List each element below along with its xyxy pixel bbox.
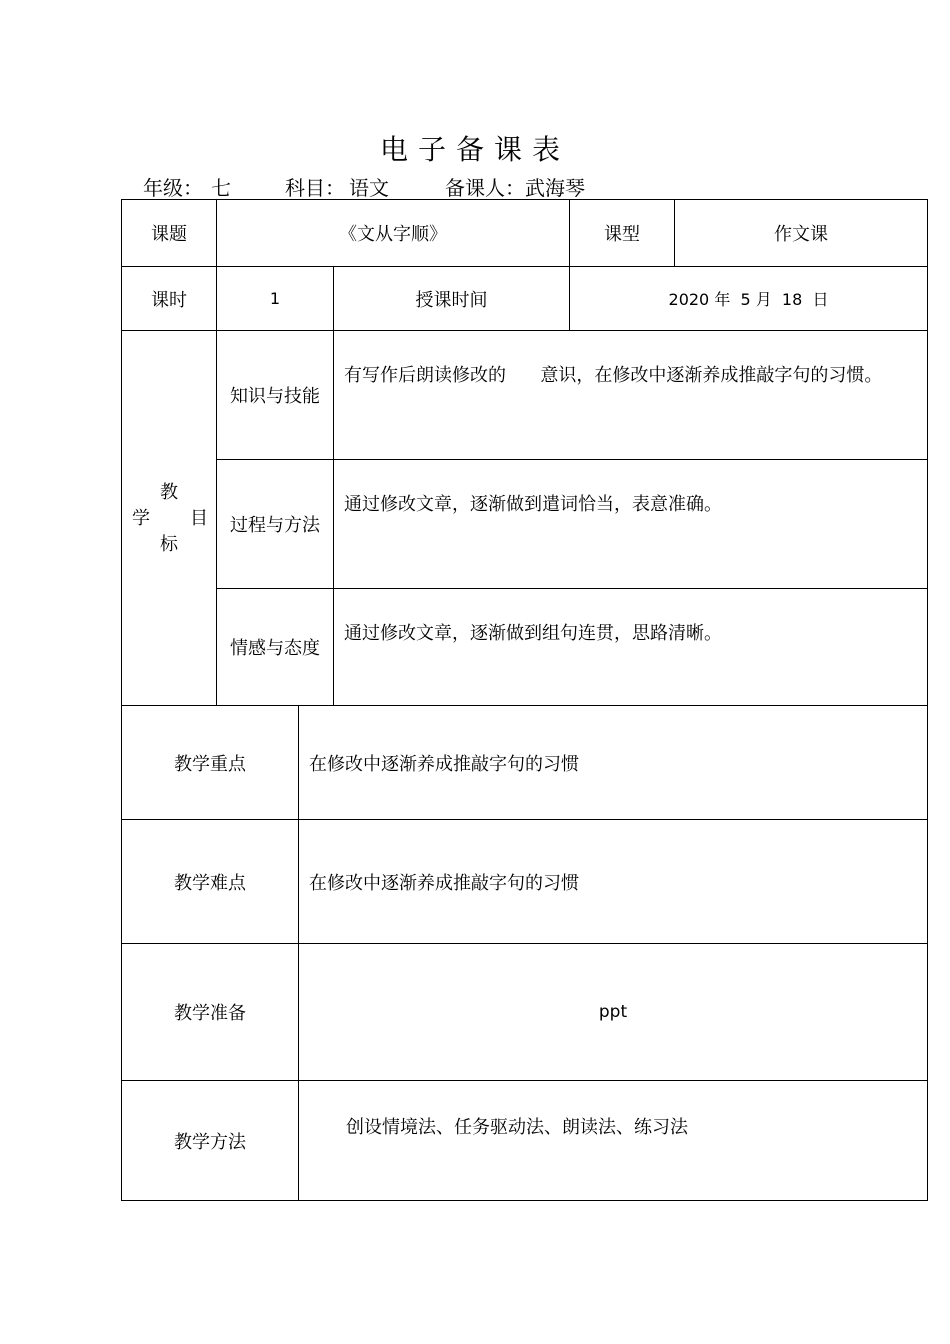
type-value: 作文课 bbox=[674, 199, 928, 267]
methods-label: 教学方法 bbox=[121, 1080, 299, 1201]
subject-label: 科目： bbox=[285, 176, 345, 200]
process-label: 过程与方法 bbox=[216, 459, 334, 589]
teacher-label: 备课人： bbox=[445, 176, 525, 200]
grade-value: 七 bbox=[211, 176, 231, 200]
objectives-char-3: 目 bbox=[190, 508, 208, 529]
topic-value: 《文从字顺》 bbox=[216, 199, 570, 267]
emotion-label: 情感与态度 bbox=[216, 588, 334, 706]
knowledge-label: 知识与技能 bbox=[216, 330, 334, 460]
objectives-char-1: 教 bbox=[160, 482, 178, 503]
process-text: 通过修改文章，逐渐做到遣词恰当，表意准确。 bbox=[333, 459, 928, 589]
grade-label: 年级： bbox=[143, 176, 203, 200]
objectives-label bbox=[121, 330, 217, 706]
type-label: 课型 bbox=[569, 199, 675, 267]
methods-value: 创设情境法、任务驱动法、朗读法、练习法 bbox=[298, 1080, 928, 1201]
objectives-char-2: 学 bbox=[132, 508, 150, 529]
teacher-value: 武海琴 bbox=[525, 176, 585, 200]
time-value: 2020 年 5 月 18 日 bbox=[569, 266, 928, 331]
objectives-char-4: 标 bbox=[160, 534, 178, 555]
subject-value: 语文 bbox=[349, 176, 389, 200]
knowledge-text: 有写作后朗读修改的 意识，在修改中逐渐养成推敲字句的习惯。 bbox=[333, 330, 928, 460]
key-points-label: 教学重点 bbox=[121, 705, 299, 820]
preparation-label: 教学准备 bbox=[121, 943, 299, 1081]
emotion-text: 通过修改文章，逐渐做到组句连贯，思路清晰。 bbox=[333, 588, 928, 706]
topic-label: 课题 bbox=[121, 199, 217, 267]
key-points-value: 在修改中逐渐养成推敲字句的习惯 bbox=[298, 705, 928, 820]
period-value: 1 bbox=[216, 266, 334, 331]
difficulties-label: 教学难点 bbox=[121, 819, 299, 944]
page-title: 电子备课表 bbox=[379, 133, 570, 166]
header-meta bbox=[143, 172, 585, 201]
time-label: 授课时间 bbox=[333, 266, 570, 331]
difficulties-value: 在修改中逐渐养成推敲字句的习惯 bbox=[298, 819, 928, 944]
period-label: 课时 bbox=[121, 266, 217, 331]
preparation-value: ppt bbox=[298, 943, 928, 1081]
